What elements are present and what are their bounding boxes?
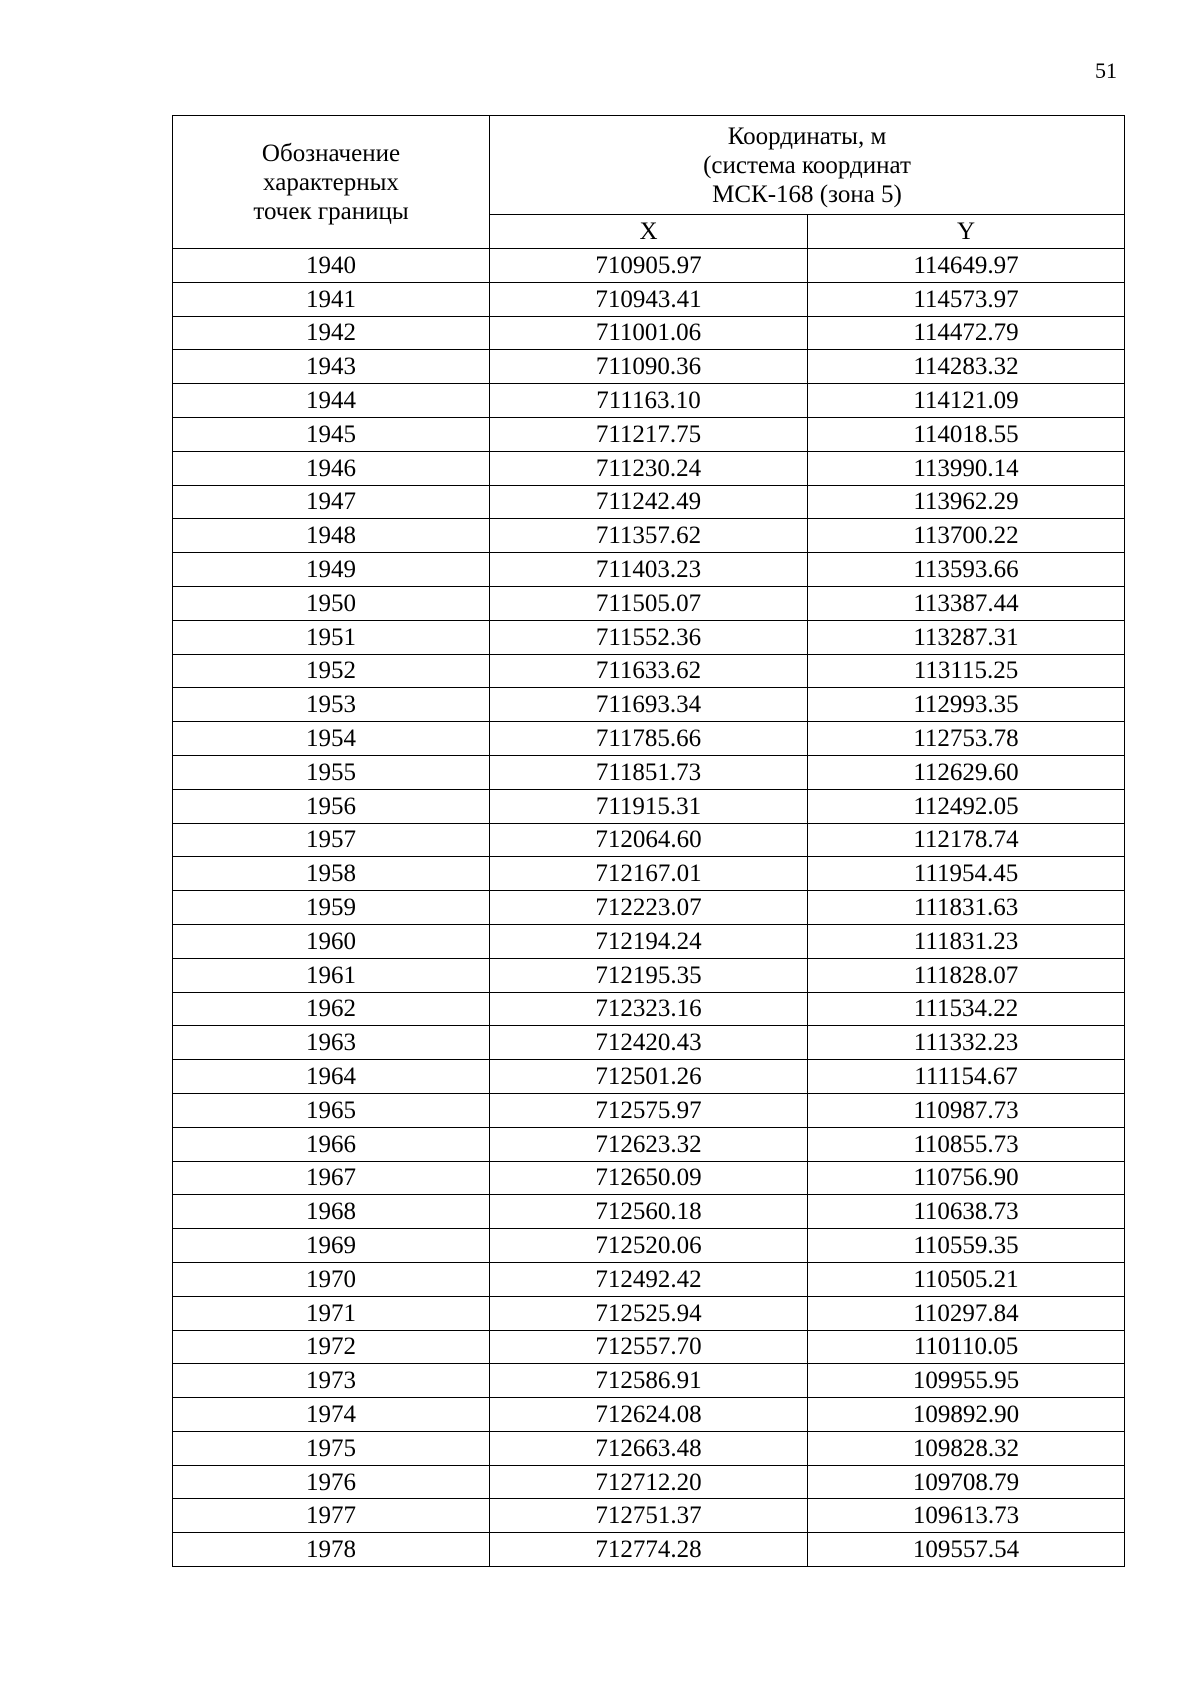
x-coordinate-cell: 711552.36 (490, 620, 808, 654)
y-coordinate-cell: 109613.73 (808, 1499, 1125, 1533)
table-row (173, 620, 1125, 654)
x-coordinate-cell: 712194.24 (490, 924, 808, 958)
x-coordinate-cell: 711230.24 (490, 451, 808, 485)
x-coordinate-cell: 711163.10 (490, 384, 808, 418)
y-coordinate-cell: 110756.90 (808, 1161, 1125, 1195)
x-coordinate-cell: 712774.28 (490, 1533, 808, 1567)
table-row (173, 1229, 1125, 1263)
table-row (173, 384, 1125, 418)
table-row (173, 1465, 1125, 1499)
x-coordinate-cell: 712223.07 (490, 891, 808, 925)
table-row (173, 688, 1125, 722)
x-coordinate-cell: 712520.06 (490, 1229, 808, 1263)
point-cell: 1941 (173, 282, 490, 316)
x-coordinate-cell: 710943.41 (490, 282, 808, 316)
table-row (173, 249, 1125, 283)
y-coordinate-cell: 110505.21 (808, 1262, 1125, 1296)
x-coordinate-cell: 712663.48 (490, 1431, 808, 1465)
x-coordinate-cell: 712167.01 (490, 857, 808, 891)
y-coordinate-cell: 111534.22 (808, 992, 1125, 1026)
table-row (173, 553, 1125, 587)
point-cell: 1968 (173, 1195, 490, 1229)
y-coordinate-cell: 109708.79 (808, 1465, 1125, 1499)
x-coordinate-cell: 711785.66 (490, 722, 808, 756)
point-cell: 1950 (173, 586, 490, 620)
y-coordinate-cell: 113990.14 (808, 451, 1125, 485)
table-row (173, 1127, 1125, 1161)
x-coordinate-cell: 712650.09 (490, 1161, 808, 1195)
table-row (173, 1060, 1125, 1094)
y-coordinate-cell: 114018.55 (808, 417, 1125, 451)
table-row (173, 924, 1125, 958)
point-cell: 1959 (173, 891, 490, 925)
y-coordinate-cell: 114649.97 (808, 249, 1125, 283)
point-cell: 1940 (173, 249, 490, 283)
coords-header-line: (система координат (703, 151, 911, 179)
table-row (173, 1533, 1125, 1567)
coords-header-line: Координаты, м (727, 122, 887, 150)
x-coordinate-cell: 711851.73 (490, 755, 808, 789)
table-row (173, 755, 1125, 789)
x-coordinate-cell: 712492.42 (490, 1262, 808, 1296)
point-cell: 1952 (173, 654, 490, 688)
x-coordinate-cell: 711915.31 (490, 789, 808, 823)
table-row (173, 1262, 1125, 1296)
point-cell: 1958 (173, 857, 490, 891)
table-row (173, 1499, 1125, 1533)
point-cell: 1944 (173, 384, 490, 418)
point-cell: 1966 (173, 1127, 490, 1161)
x-coordinate-cell: 712525.94 (490, 1296, 808, 1330)
point-cell: 1960 (173, 924, 490, 958)
table-row (173, 1026, 1125, 1060)
point-cell: 1955 (173, 755, 490, 789)
table-row (173, 1330, 1125, 1364)
x-coordinate-cell: 712195.35 (490, 958, 808, 992)
y-coordinate-cell: 110855.73 (808, 1127, 1125, 1161)
x-coordinate-cell: 712586.91 (490, 1364, 808, 1398)
point-header-line: Обозначение (261, 139, 401, 167)
table-row (173, 586, 1125, 620)
y-coordinate-cell: 113593.66 (808, 553, 1125, 587)
point-cell: 1942 (173, 316, 490, 350)
table-row (173, 958, 1125, 992)
y-coordinate-cell: 111954.45 (808, 857, 1125, 891)
y-coordinate-cell: 112629.60 (808, 755, 1125, 789)
x-coordinate-cell: 711403.23 (490, 553, 808, 587)
point-cell: 1967 (173, 1161, 490, 1195)
point-cell: 1972 (173, 1330, 490, 1364)
point-cell: 1978 (173, 1533, 490, 1567)
table-row (173, 1161, 1125, 1195)
x-coordinate-cell: 711090.36 (490, 350, 808, 384)
header-row (173, 116, 1125, 215)
coords-header-line: МСК-168 (зона 5) (712, 180, 902, 208)
point-cell: 1943 (173, 350, 490, 384)
x-coordinate-cell: 711505.07 (490, 586, 808, 620)
y-coordinate-cell: 111831.23 (808, 924, 1125, 958)
table-row (173, 519, 1125, 553)
point-cell: 1971 (173, 1296, 490, 1330)
table-row (173, 350, 1125, 384)
table-row (173, 1431, 1125, 1465)
y-coordinate-cell: 112178.74 (808, 823, 1125, 857)
point-cell: 1956 (173, 789, 490, 823)
point-cell: 1957 (173, 823, 490, 857)
table-header (173, 116, 1125, 249)
table-body (173, 249, 1125, 1567)
table-row (173, 992, 1125, 1026)
point-cell: 1976 (173, 1465, 490, 1499)
coordinates-header (490, 116, 1125, 215)
y-coordinate-cell: 109557.54 (808, 1533, 1125, 1567)
x-coordinate-cell: 712560.18 (490, 1195, 808, 1229)
x-coordinate-cell: 711242.49 (490, 485, 808, 519)
y-coordinate-cell: 113700.22 (808, 519, 1125, 553)
point-cell: 1949 (173, 553, 490, 587)
x-coordinate-cell: 712501.26 (490, 1060, 808, 1094)
table-row (173, 417, 1125, 451)
point-cell: 1964 (173, 1060, 490, 1094)
x-coordinate-cell: 712624.08 (490, 1398, 808, 1432)
x-coordinate-cell: 712575.97 (490, 1093, 808, 1127)
y-coordinate-cell: 112993.35 (808, 688, 1125, 722)
y-coordinate-cell: 109828.32 (808, 1431, 1125, 1465)
x-coordinate-cell: 711633.62 (490, 654, 808, 688)
point-cell: 1945 (173, 417, 490, 451)
point-cell: 1965 (173, 1093, 490, 1127)
table-row (173, 1195, 1125, 1229)
x-coordinate-cell: 712064.60 (490, 823, 808, 857)
point-cell: 1963 (173, 1026, 490, 1060)
point-cell: 1946 (173, 451, 490, 485)
point-cell: 1947 (173, 485, 490, 519)
y-coordinate-cell: 114573.97 (808, 282, 1125, 316)
y-coordinate-cell: 110559.35 (808, 1229, 1125, 1263)
point-cell: 1948 (173, 519, 490, 553)
y-coordinate-cell: 110297.84 (808, 1296, 1125, 1330)
table-row (173, 1398, 1125, 1432)
point-cell: 1961 (173, 958, 490, 992)
point-cell: 1975 (173, 1431, 490, 1465)
point-cell: 1969 (173, 1229, 490, 1263)
x-coordinate-cell: 712751.37 (490, 1499, 808, 1533)
x-coordinate-cell: 712557.70 (490, 1330, 808, 1364)
point-cell: 1954 (173, 722, 490, 756)
page-number: 51 (1095, 58, 1117, 83)
x-coordinate-cell: 712323.16 (490, 992, 808, 1026)
coordinates-table (172, 115, 1125, 1567)
point-cell: 1977 (173, 1499, 490, 1533)
x-coordinate-cell: 711001.06 (490, 316, 808, 350)
point-header-line: точек границы (253, 197, 409, 225)
y-coordinate-cell: 109892.90 (808, 1398, 1125, 1432)
point-cell: 1953 (173, 688, 490, 722)
point-cell: 1951 (173, 620, 490, 654)
y-coordinate-cell: 109955.95 (808, 1364, 1125, 1398)
y-coordinate-cell: 111154.67 (808, 1060, 1125, 1094)
x-column-header: X (490, 215, 808, 249)
x-coordinate-cell: 712623.32 (490, 1127, 808, 1161)
point-header-line: характерных (263, 168, 399, 196)
x-coordinate-cell: 710905.97 (490, 249, 808, 283)
y-coordinate-cell: 111332.23 (808, 1026, 1125, 1060)
table-row (173, 857, 1125, 891)
point-cell: 1970 (173, 1262, 490, 1296)
point-designation-header (173, 116, 490, 249)
y-coordinate-cell: 112753.78 (808, 722, 1125, 756)
table-row (173, 823, 1125, 857)
y-coordinate-cell: 110110.05 (808, 1330, 1125, 1364)
table-row (173, 722, 1125, 756)
point-cell: 1973 (173, 1364, 490, 1398)
y-coordinate-cell: 114121.09 (808, 384, 1125, 418)
x-coordinate-cell: 711693.34 (490, 688, 808, 722)
table-row (173, 451, 1125, 485)
x-coordinate-cell: 711357.62 (490, 519, 808, 553)
table-row (173, 1296, 1125, 1330)
y-coordinate-cell: 112492.05 (808, 789, 1125, 823)
table-row (173, 485, 1125, 519)
y-coordinate-cell: 113962.29 (808, 485, 1125, 519)
table-row (173, 1093, 1125, 1127)
x-coordinate-cell: 712712.20 (490, 1465, 808, 1499)
point-cell: 1962 (173, 992, 490, 1026)
table-row (173, 654, 1125, 688)
y-coordinate-cell: 114283.32 (808, 350, 1125, 384)
x-coordinate-cell: 712420.43 (490, 1026, 808, 1060)
y-coordinate-cell: 113287.31 (808, 620, 1125, 654)
table-row (173, 316, 1125, 350)
table-row (173, 891, 1125, 925)
table-row (173, 282, 1125, 316)
y-coordinate-cell: 113115.25 (808, 654, 1125, 688)
y-coordinate-cell: 110987.73 (808, 1093, 1125, 1127)
y-coordinate-cell: 114472.79 (808, 316, 1125, 350)
table-row (173, 1364, 1125, 1398)
y-coordinate-cell: 111831.63 (808, 891, 1125, 925)
x-coordinate-cell: 711217.75 (490, 417, 808, 451)
y-coordinate-cell: 111828.07 (808, 958, 1125, 992)
point-cell: 1974 (173, 1398, 490, 1432)
y-coordinate-cell: 113387.44 (808, 586, 1125, 620)
y-column-header: Y (808, 215, 1125, 249)
table-row (173, 789, 1125, 823)
y-coordinate-cell: 110638.73 (808, 1195, 1125, 1229)
